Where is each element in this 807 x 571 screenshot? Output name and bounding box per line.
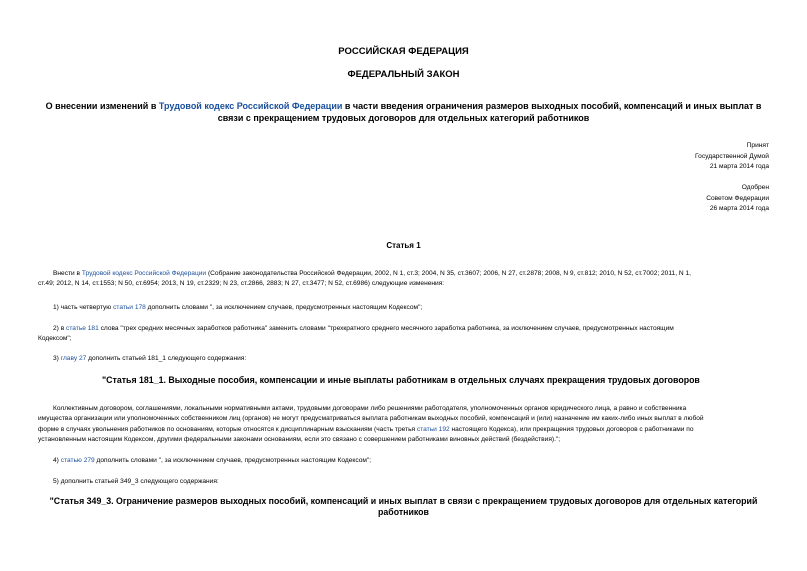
article-1-heading: Статья 1 [386,241,421,250]
law-title-line1 [0,100,807,112]
para-line4: установленным настоящим Кодексом, другими федеральными законами основаниям, если это связано с совершением работниками виновных действий (бездействия)."; [38,436,561,444]
para-line3-suffix: настоящего Кодекса), или прекращения трудовых договоров с работниками по [449,425,694,433]
item-4-prefix: 4) [53,457,61,464]
intro-prefix: Внести в [53,270,82,277]
item-4 [53,456,371,466]
item-2-suffix: слова "трех средних месячных заработков работника" заменить словами "трехкратного среднего месячного заработка работника, за исключением случаев, предусмотренных настоящим [98,325,674,332]
article-279-link[interactable]: статью 279 [60,457,95,464]
item-2-prefix: 2) в [53,325,67,332]
item-2-line2: Кодексом"; [38,335,72,343]
article-181-1-paragraph [38,404,778,446]
law-title-line2: связи с прекращением трудовых договоров для отдельных категорий работников [217,113,590,123]
intro-labor-code-link[interactable]: Трудовой кодекс Российской Федерации [81,270,207,277]
council-date: 26 марта 2014 года [709,205,769,212]
duma-label: Государственной Думой [695,152,769,160]
para-line1: Коллективным договором, соглашениями, локальными нормативными актами, трудовыми договорами либо решениями работодателя, уполномоченных органов юридического лица, а равно и собственника [53,405,687,412]
title-prefix: О внесении изменений в [45,101,159,111]
law-title [0,100,807,124]
duma-date: 21 марта 2014 года [709,163,769,170]
council-label: Советом Федерации [706,194,769,202]
item-3-prefix: 3) [53,355,61,362]
item-3 [53,354,246,364]
accepted-label: Принят [746,142,769,149]
intro-suffix: (Собрание законодательства Российской Федерации, 2002, N 1, ст.3; 2004, N 35, ст.3607; 2006, N 27, ст.2878; 2008, N 9, ст.812; 2010, N 52, ст.7002; 2011, N 1, [206,270,691,277]
chapter-27-link[interactable]: главу 27 [60,355,87,362]
article-178-link[interactable]: статьи 178 [113,304,146,311]
country-heading: РОССИЙСКАЯ ФЕДЕРАЦИЯ [338,46,469,57]
item-1 [53,303,422,313]
article-349-3-line1: "Статья 349_3. Ограничение размеров выходных пособий, компенсаций и иных выплат в связи с прекращением трудовых договоров для отдельных категорий [49,496,758,506]
item-2 [38,324,768,345]
para-line2: имущества организации или уполномоченных собственником лиц (органов) не могут предусматриваться выплата работникам выходных пособий, компенсаций и (или) назначение им каких-либо иных выплат в любой [38,415,704,423]
article-1-intro [38,269,768,290]
adoption-spacer [695,173,769,184]
item-2-line1 [38,324,768,334]
article-192-link[interactable]: статьи 192 [416,425,450,433]
item-3-suffix: дополнить статьей 181_1 следующего содержания: [86,355,247,362]
intro-line1 [38,269,768,279]
intro-line2: ст.49; 2012, N 14, ст.1553; N 50, ст.6954; 2013, N 19, ст.2329; N 23, ст.2866, 2883; N 27, ст.3477; N 52, ст.6986) следующие изменения: [38,280,445,288]
article-349-3-line2: работников [378,507,429,517]
doc-type-heading: ФЕДЕРАЛЬНЫЙ ЗАКОН [347,69,460,80]
para-line3 [38,425,778,435]
item-5: 5) дополнить статьей 349_3 следующего содержания: [53,478,219,485]
item-1-suffix: дополнить словами ", за исключением случаев, предусмотренных настоящим Кодексом"; [145,304,423,311]
article-349-3-heading [0,496,807,518]
labor-code-link[interactable]: Трудовой кодекс Российской Федерации [158,101,343,111]
adoption-block [695,141,769,215]
approved-label: Одобрен [741,184,769,191]
article-181-link[interactable]: статье 181 [66,325,99,332]
para-line3-prefix: форме в случаях увольнения работников по основаниям, которые относятся к дисциплинарным взысканиям (часть третья [38,425,417,433]
item-4-suffix: дополнить словами ", за исключением случаев, предусмотренных настоящим Кодексом"; [94,457,372,464]
article-181-1-heading: "Статья 181_1. Выходные пособия, компенсации и иные выплаты работникам в отдельных случаях прекращения трудовых договоров [102,375,700,385]
item-1-prefix: 1) часть четвертую [53,304,114,311]
title-suffix: в части введения ограничения размеров выходных пособий, компенсаций и иных выплат в [342,101,762,111]
